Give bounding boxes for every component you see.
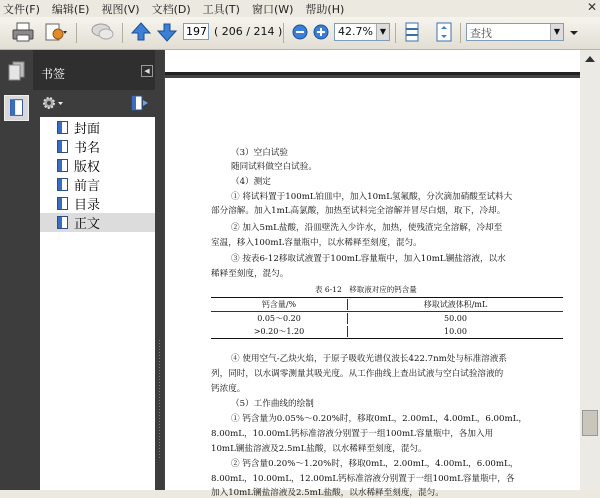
table-row	[211, 312, 563, 325]
table-header-row	[211, 298, 563, 312]
toolbar-separator	[395, 23, 396, 43]
toolbar-separator	[460, 23, 461, 43]
bookmark-icon	[57, 121, 68, 134]
scrollbar-thumb[interactable]	[582, 410, 598, 436]
zoom-level-value: 42.7%	[338, 25, 373, 38]
bookmark-label: 正文	[74, 217, 101, 232]
toolbar-separator	[76, 23, 77, 43]
scroll-up-arrow-icon[interactable]	[583, 54, 597, 64]
menu-edit[interactable]: 编辑(E)	[51, 2, 90, 16]
doc-text-line: （3）空白试验	[231, 148, 289, 158]
panel-splitter[interactable]	[155, 50, 164, 490]
splitter-grip-icon	[158, 340, 161, 460]
chevron-down-icon[interactable]: ▼	[550, 24, 563, 40]
bookmark-icon	[57, 140, 68, 153]
document-page	[165, 78, 580, 498]
menu-bar	[0, 0, 600, 17]
zoom-out-icon[interactable]	[290, 20, 310, 44]
menu-tools[interactable]: 工具(T)	[202, 2, 240, 16]
bookmarks-panel-icon[interactable]	[4, 95, 29, 121]
table-cell: 50.00	[444, 314, 467, 323]
doc-text-line: 10mL镧盐溶液及2.5mL盐酸，以水稀释至刻度，混匀。	[211, 444, 427, 454]
close-window-button[interactable]: ✕	[586, 0, 597, 14]
bookmark-icon	[57, 197, 68, 210]
toolbar	[0, 17, 600, 50]
doc-text-line: 部分溶解。加入1mL高氯酸，加热至试料完全溶解并冒尽白烟，取下，冷却。	[211, 206, 506, 216]
bookmarks-list	[40, 117, 155, 490]
doc-text-line: ③ 按表6-12移取试液置于100mL容量瓶中，加入10mL镧盐溶液，以水	[231, 254, 506, 264]
toolbar-separator	[283, 23, 284, 43]
menu-help[interactable]: 帮助(H)	[305, 2, 345, 16]
page-number-input[interactable]	[183, 23, 209, 40]
full-screen-icon[interactable]	[434, 20, 454, 44]
menu-view[interactable]: 视图(V)	[101, 2, 140, 16]
bookmarks-gutter	[33, 117, 40, 490]
doc-text-line: 加入10mL镧盐溶液及2.5mL盐酸，以水稀释至刻度，混匀。	[211, 488, 444, 498]
table-cell: 0.05～0.20	[211, 313, 348, 324]
bookmark-label: 目录	[74, 198, 101, 213]
menu-file[interactable]: 文件(F)	[3, 2, 40, 16]
bookmark-icon	[57, 216, 68, 229]
pages-panel-icon[interactable]	[4, 59, 29, 85]
chevron-down-icon[interactable]: ▼	[376, 24, 389, 40]
doc-text-line: 随同试料做空白试验。	[231, 162, 317, 172]
table-row	[211, 325, 563, 338]
bookmark-item-cover[interactable]	[40, 118, 155, 137]
doc-text-line: ① 钙含量为0.05%～0.20%时，移取0mL，2.00mL，4.00mL，6.00mL，	[231, 414, 527, 424]
doc-text-line: 列，同时，以水调零测量其吸光度。从工作曲线上查出试液与空白试验溶液的	[211, 369, 504, 379]
bookmarks-title: 书签	[41, 67, 66, 81]
bookmark-icon	[57, 178, 68, 191]
doc-text-line: 稀释至刻度，混匀。	[211, 269, 289, 279]
zoom-in-icon[interactable]	[311, 20, 331, 44]
bookmark-item-title[interactable]	[40, 137, 155, 156]
bookmark-label: 书名	[74, 141, 101, 156]
doc-text-line: 室温，移入100mL容量瓶中，以水稀释至刻度，混匀。	[211, 238, 422, 248]
doc-text-line: ④ 使用空气-乙炔火焰，于原子吸收光谱仪波长422.7nm处与标准溶液系	[231, 354, 507, 364]
previous-page-icon[interactable]	[130, 20, 152, 44]
bookmarks-header	[33, 50, 155, 90]
table-cell: 10.00	[444, 327, 467, 336]
table-caption: 表 6-12 移取液对应的钙含量	[315, 285, 417, 294]
next-page-icon[interactable]	[156, 20, 178, 44]
share-icon[interactable]	[42, 20, 70, 44]
search-placeholder: 查找	[470, 27, 492, 40]
bookmark-item-main-text[interactable]	[40, 213, 155, 232]
navigation-pane	[0, 50, 33, 490]
new-bookmark-icon[interactable]	[129, 95, 149, 111]
collapse-panel-icon[interactable]: ◀	[141, 65, 153, 77]
bookmark-label: 封面	[74, 122, 101, 137]
doc-text-line: （4）测定	[231, 177, 271, 187]
toolbar-separator	[122, 23, 123, 43]
calcium-table	[211, 297, 563, 339]
menu-document[interactable]: 文档(D)	[151, 2, 191, 16]
bookmark-item-copyright[interactable]	[40, 156, 155, 175]
doc-text-line: 8.00mL，10.00mL钙标准溶液分别置于一组100mL容量瓶中，各加入用	[211, 429, 494, 439]
comment-icon[interactable]	[90, 20, 116, 44]
zoom-level-select[interactable]	[334, 23, 390, 41]
search-dropdown-icon[interactable]	[567, 20, 581, 44]
table-cell: >0.20～1.20	[211, 326, 348, 337]
bookmark-label: 前言	[74, 179, 101, 194]
search-input[interactable]	[466, 23, 564, 41]
table-header-cell: 钙含量/%	[211, 299, 348, 310]
doc-text-line: 钙浓度。	[211, 384, 246, 394]
previous-page-bottom	[165, 50, 580, 75]
page-count: ( 206 / 214 )	[214, 25, 283, 38]
bookmarks-toolbar	[33, 90, 155, 117]
bookmark-label: 版权	[74, 160, 101, 175]
bookmark-item-contents[interactable]	[40, 194, 155, 213]
options-gear-icon[interactable]	[41, 95, 65, 111]
menu-window[interactable]: 窗口(W)	[251, 2, 294, 16]
doc-text-line: ① 将试料置于100mL铂皿中，加入10mL氢氟酸，分次滴加硝酸至试料大	[231, 192, 513, 202]
vertical-scrollbar[interactable]	[580, 50, 600, 490]
bookmark-item-preface[interactable]	[40, 175, 155, 194]
doc-text-line: 8.00mL，10.00mL，12.00mL钙标准溶液分别置于一组100mL容量瓶中，各	[211, 474, 515, 484]
bookmark-icon	[57, 159, 68, 172]
fit-page-icon[interactable]	[402, 20, 422, 44]
table-header-cell: 移取试液体积/mL	[423, 300, 488, 309]
doc-text-line: ② 钙含量0.20%～1.20%时，移取0mL，2.00mL，4.00mL，6.00mL，	[231, 459, 519, 469]
doc-text-line: ② 加入5mL盐酸，沿皿壁洗入少许水，加热，使残渣完全溶解，冷却至	[231, 223, 503, 233]
print-icon[interactable]	[10, 20, 36, 44]
doc-text-line: （5）工作曲线的绘制	[231, 399, 314, 409]
